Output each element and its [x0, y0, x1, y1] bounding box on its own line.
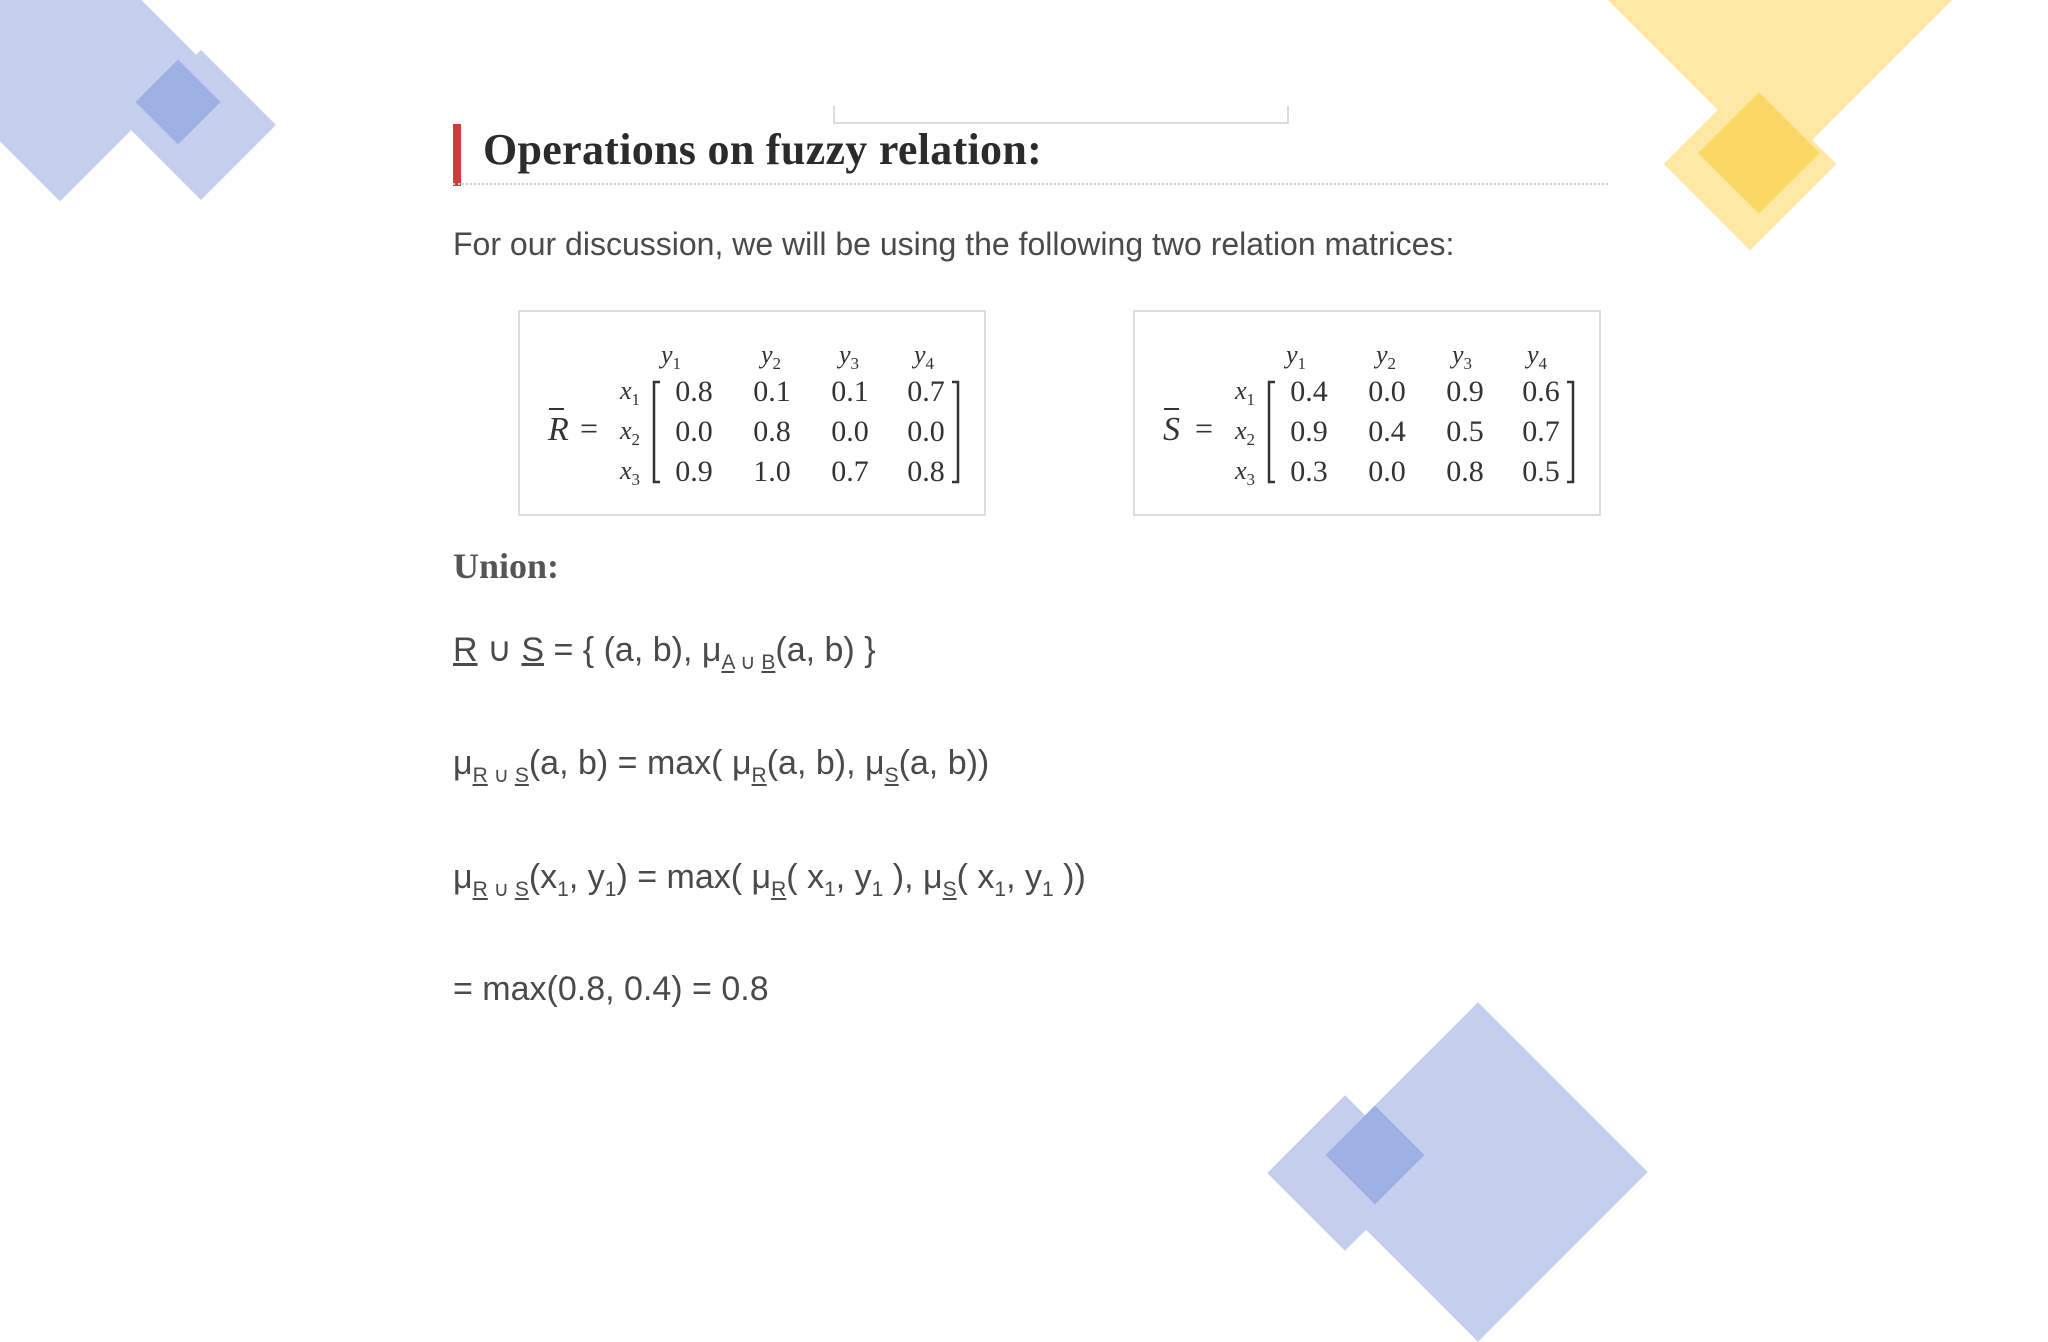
formula-subscript	[473, 764, 529, 787]
mu-symbol: μ	[453, 744, 473, 782]
matrix-s-row-label: $x_3$	[1234, 456, 1256, 489]
formula-text: ), μ	[883, 858, 943, 896]
union-heading: Union:	[453, 546, 560, 586]
formula-subscript: 1	[604, 878, 617, 901]
union-element-formula	[453, 858, 1086, 902]
matrix-s-cell: 0.4	[1368, 415, 1406, 448]
formula-text: (a, b))	[898, 744, 990, 782]
matrix-r-row-label: $x_1$	[619, 376, 641, 409]
heading-divider	[453, 183, 1608, 185]
formula-text: , y	[835, 858, 872, 896]
matrix-s-cell: 0.5	[1446, 415, 1484, 448]
formula-subscript	[771, 878, 786, 901]
slide-heading: Operations on fuzzy relation:	[483, 125, 1043, 174]
formula-text: , y	[568, 858, 605, 896]
formula-subscript	[943, 878, 957, 901]
subscript-s: S	[884, 764, 899, 787]
matrix-s-right-bracket	[1567, 382, 1573, 482]
matrix-s-left-bracket	[1269, 382, 1275, 482]
matrix-r-cell: 0.0	[831, 415, 869, 448]
relation-s-symbol: S	[521, 631, 545, 669]
formula-subscript	[473, 878, 529, 901]
formula-text: (a, b), μ	[766, 744, 885, 782]
formula-text: (x	[528, 858, 558, 896]
matrix-r-cell: 0.9	[675, 455, 713, 488]
subscript-union: ∪	[493, 764, 509, 787]
union-definition-formula	[453, 630, 876, 675]
matrix-s	[1135, 312, 1599, 514]
subscript-r: R	[751, 764, 767, 787]
formula-subscript: 1	[557, 878, 569, 901]
matrix-r-box	[518, 310, 986, 516]
matrix-r-cell: 0.1	[831, 375, 869, 408]
union-max-formula	[453, 744, 989, 788]
formula-text: , y	[1006, 858, 1043, 896]
matrix-s-row-label: $x_1$	[1234, 376, 1256, 409]
matrix-s-cell: 0.5	[1522, 455, 1560, 488]
subscript-union: ∪	[740, 651, 756, 674]
matrix-s-cell: 0.9	[1446, 375, 1484, 408]
matrix-s-cell: 0.8	[1446, 455, 1484, 488]
heading-accent-bar	[453, 124, 461, 186]
matrix-s-col-label: $y_1$	[1285, 340, 1307, 373]
subscript-r: R	[771, 878, 787, 901]
matrix-r-symbol: R	[548, 411, 569, 448]
matrix-r-col-label: $y_2$	[760, 340, 782, 373]
matrix-s-cell: 0.7	[1522, 415, 1560, 448]
matrix-s-cell: 0.3	[1290, 455, 1328, 488]
subscript-s: S	[514, 878, 529, 901]
formula-text: ))	[1053, 858, 1086, 896]
subscript-r: R	[472, 764, 488, 787]
intro-text: For our discussion, we will be using the following two relation matrices:	[453, 226, 1455, 262]
matrix-s-cell: 0.4	[1290, 375, 1328, 408]
matrix-s-row-label: $x_2$	[1234, 416, 1256, 449]
matrix-s-symbol: S	[1163, 411, 1180, 448]
matrix-s-box	[1133, 310, 1601, 516]
matrix-r-left-bracket	[654, 382, 660, 482]
formula-subscript: 1	[871, 878, 884, 901]
matrix-s-cell: 0.9	[1290, 415, 1328, 448]
matrix-r-cell: 0.1	[753, 375, 791, 408]
matrix-s-cell: 0.0	[1368, 375, 1406, 408]
matrix-r-row-label: $x_3$	[619, 456, 641, 489]
matrix-s-cell: 0.0	[1368, 455, 1406, 488]
formula-subscript	[752, 764, 767, 787]
subscript-s: S	[942, 878, 957, 901]
matrix-s-col-label: $y_4$	[1526, 340, 1548, 373]
matrix-r-col-label: $y_4$	[913, 340, 935, 373]
relation-r-symbol: R	[453, 631, 478, 669]
matrix-r-col-label: $y_3$	[838, 340, 860, 373]
union-result-formula: = max(0.8, 0.4) = 0.8	[453, 970, 769, 1008]
matrix-r-cell: 0.8	[675, 375, 713, 408]
matrix-s-col-label: $y_2$	[1375, 340, 1397, 373]
formula-text: ) = max( μ	[616, 858, 772, 896]
matrix-s-cell: 0.6	[1522, 375, 1560, 408]
matrix-r-cell: 0.8	[753, 415, 791, 448]
matrix-r-cell: 0.0	[675, 415, 713, 448]
subscript-a: A	[721, 651, 735, 674]
subscript-b: B	[761, 651, 776, 674]
formula-text: = { (a, b), μ	[553, 631, 722, 669]
subscript-r: R	[472, 878, 488, 901]
formula-subscript	[885, 764, 899, 787]
matrix-r-right-bracket	[952, 382, 958, 482]
formula-text: ( x	[786, 858, 825, 896]
formula-text: (a, b) = max( μ	[528, 744, 752, 782]
matrix-r-cell: 1.0	[753, 455, 791, 488]
formula-subscript: 1	[824, 878, 836, 901]
matrix-r-cell: 0.8	[907, 455, 945, 488]
matrix-r-equals: =	[580, 410, 599, 446]
matrix-s-col-label: $y_3$	[1451, 340, 1473, 373]
mu-symbol: μ	[453, 858, 473, 896]
matrix-r-cell: 0.0	[907, 415, 945, 448]
matrix-s-equals: =	[1195, 410, 1214, 446]
formula-subscript: 1	[994, 878, 1007, 901]
formula-subscript: 1	[1042, 878, 1054, 901]
formula-text: (a, b) }	[775, 631, 876, 669]
matrix-r	[520, 312, 984, 514]
subscript-union: ∪	[493, 878, 509, 901]
union-symbol: ∪	[487, 631, 512, 669]
formula-text: ( x	[956, 858, 995, 896]
matrix-r-cell: 0.7	[907, 375, 945, 408]
matrix-r-cell: 0.7	[831, 455, 869, 488]
subscript-s: S	[514, 764, 529, 787]
matrix-r-row-label: $x_2$	[619, 416, 641, 449]
matrix-r-col-label: $y_1$	[660, 340, 682, 373]
formula-subscript	[721, 651, 775, 674]
top-tab-outline	[833, 106, 1289, 124]
